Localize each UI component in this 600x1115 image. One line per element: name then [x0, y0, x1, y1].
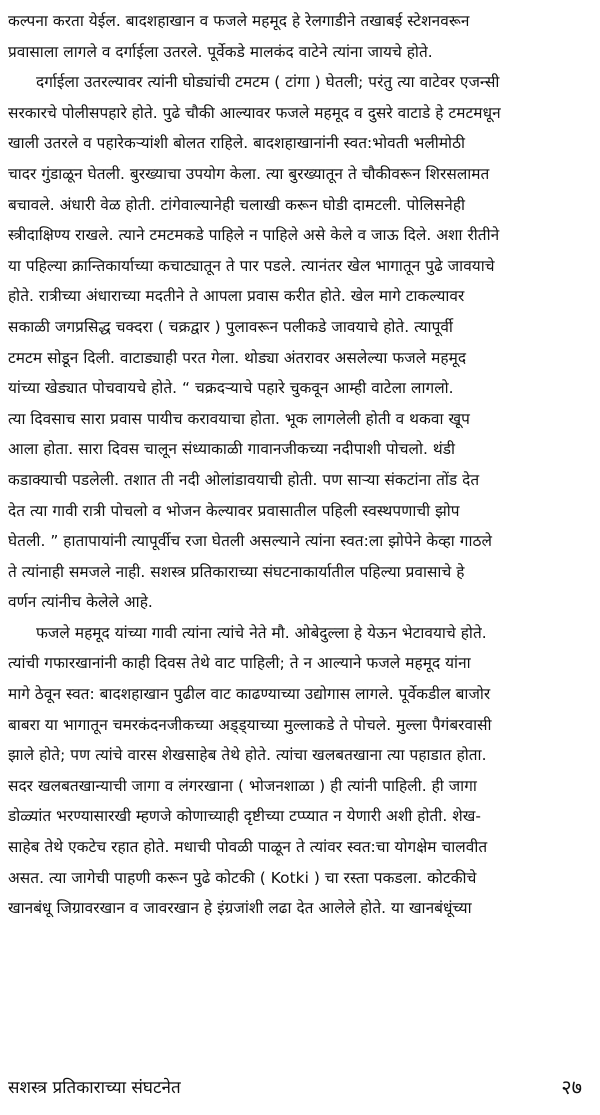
text-line: झाले होते; पण त्यांचे वारस शेखसाहेब तेथे होते. त्यांचा खलबतखाना त्या पहाडात होता.	[8, 746, 487, 765]
text-line: बचावले. अंधारी वेळ होती. टांगेवाल्यानेही चलाखी करून घोडी दामटली. पोलिसनेही	[8, 195, 466, 214]
text-line: होते. रात्रीच्या अंधाराच्या मदतीने ते आपला प्रवास करीत होते. खेल मागे टाकल्यावर	[8, 287, 465, 306]
text-line: कल्पना करता येईल. बादशहाखान व फजले महमूद हे रेलगाडीने तखाबई स्टेशनवरून	[8, 12, 470, 30]
text-line: सकाळी जगप्रसिद्ध चक्दरा ( चक्रद्वार ) पुलावरून पलीकडे जावयाचे होते. त्यापूर्वी	[8, 317, 453, 336]
text-line: देत त्या गावी रात्री पोचलो व भोजन केल्यावर प्रवासातील पहिली स्वस्थपणाची झोप	[8, 501, 460, 520]
text-line: स्त्रीदाक्षिण्य राखले. त्याने टमटमकडे पाहिले न पाहिले असे केले व जाऊ दिले. अशा रीतीने	[8, 226, 500, 245]
text-line: यांच्या खेड्यात पोचवायचे होते. “ चक्रदऱ्याचे पहारे चुकवून आम्ही वाटेला लागलो.	[8, 379, 454, 398]
text-line: प्रवासाला लागले व दर्गाईला उतरले. पूर्वेकडे मालकंद वाटेने त्यांना जायचे होते.	[8, 42, 433, 61]
text-line: कडाक्याची पडलेली. तशात ती नदी ओलांडावयाची होती. पण साऱ्या संकटांना तोंड देत	[8, 470, 480, 489]
text-line: खाली उतरले व पहारेकऱ्यांशी बोलत राहिले. बादशहाखानांनी स्वत:भोवती भलीमोठी	[8, 134, 466, 153]
text-line: फजले महमूद यांच्या गावी त्यांना त्यांचे नेते मौ. ओबेदुल्ला हे येऊन भेटावयाचे होते.	[36, 623, 487, 642]
body-text	[8, 6, 592, 924]
text-line: दर्गाईला उतरल्यावर त्यांनी घोड्यांची टमटम ( टांगा ) घेतली; परंतु त्या वाटेवर एजन्सी	[36, 73, 500, 92]
text-line: आला होता. सारा दिवस चालून संध्याकाळी गावानजीकच्या नदीपाशी पोचलो. थंडी	[8, 440, 456, 459]
text-line: त्या दिवसाच सारा प्रवास पायीच करावयाचा होता. भूक लागलेली होती व थकवा खूप	[8, 409, 470, 428]
page-number: २७	[561, 1074, 582, 1099]
text-line: चादर गुंडाळून घेतली. बुरख्याचा उपयोग केला. त्या बुरख्यातून ते चौकीवरून शिरसलामत	[8, 164, 490, 183]
page-footer	[8, 1068, 582, 1104]
text-line: सरकारचे पोलीसपहारे होते. पुढे चौकी आल्यावर फजले महमूद व दुसरे वाटाडे हे टमटमधून	[8, 103, 501, 122]
text-line: डोळ्यांत भरण्यासारखी म्हणजे कोणाच्याही दृष्टीच्या टप्प्यात न येणारी अशी होती. शेख-	[8, 807, 481, 826]
text-line: टमटम सोडून दिली. वाटाड्याही परत गेला. थोड्या अंतरावर असलेल्या फजले महमूद	[8, 348, 467, 367]
text-line: साहेब तेथे एकटेच रहात होते. मधाची पोवळी पाळून ते त्यांवर स्वत:चा योगक्षेम चालवीत	[8, 838, 488, 857]
text-line: असत. त्या जागेची पाहणी करून पुढे कोटकी ( Kotki ) चा रस्ता पकडला. कोटकीचे	[8, 868, 477, 887]
text-line: वर्णन त्यांनीच केलेले आहे.	[8, 593, 153, 612]
text-line: सदर खलबतखान्याची जागा व लंगरखाना ( भोजनशाळा ) ही त्यांनी पाहिली. ही जागा	[8, 776, 477, 795]
running-footer-title: सशस्त्र प्रतिकाराच्या संघटनेत	[8, 1077, 181, 1098]
text-line: या पहिल्या क्रान्तिकार्याच्या कचाट्यातून ते पार पडले. त्यानंतर खेल भागातून पुढे जावयाचे	[8, 256, 495, 275]
text-line: बाबरा या भागातून चमरकंदनजीकच्या अड्ड्याच्या मुल्लाकडे ते पोचले. मुल्ला पैगंबरवासी	[8, 715, 492, 734]
text-line: त्यांची गफारखानांनी काही दिवस तेथे वाट पाहिली; ते न आल्याने फजले महमूद यांना	[8, 654, 471, 673]
text-line: ते त्यांनाही समजले नाही. सशस्त्र प्रतिकाराच्या संघटनाकार्यातील पहिल्या प्रवासाचे हे	[8, 562, 465, 581]
text-line: मागे ठेवून स्वत: बादशहाखान पुढील वाट काढण्याच्या उद्योगास लागले. पूर्वेकडील बाजोर	[8, 685, 491, 704]
text-line: खानबंधू जिग्रावरखान व जावरखान हे इंग्रजांशी लढा देत आलेले होते. या खानबंधूंच्या	[8, 899, 472, 918]
text-line: घेतली. ” हातापायांनी त्यापूर्वीच रजा घेतली असल्याने त्यांना स्वत:ला झोपेने केव्हा गाठले	[8, 532, 492, 551]
